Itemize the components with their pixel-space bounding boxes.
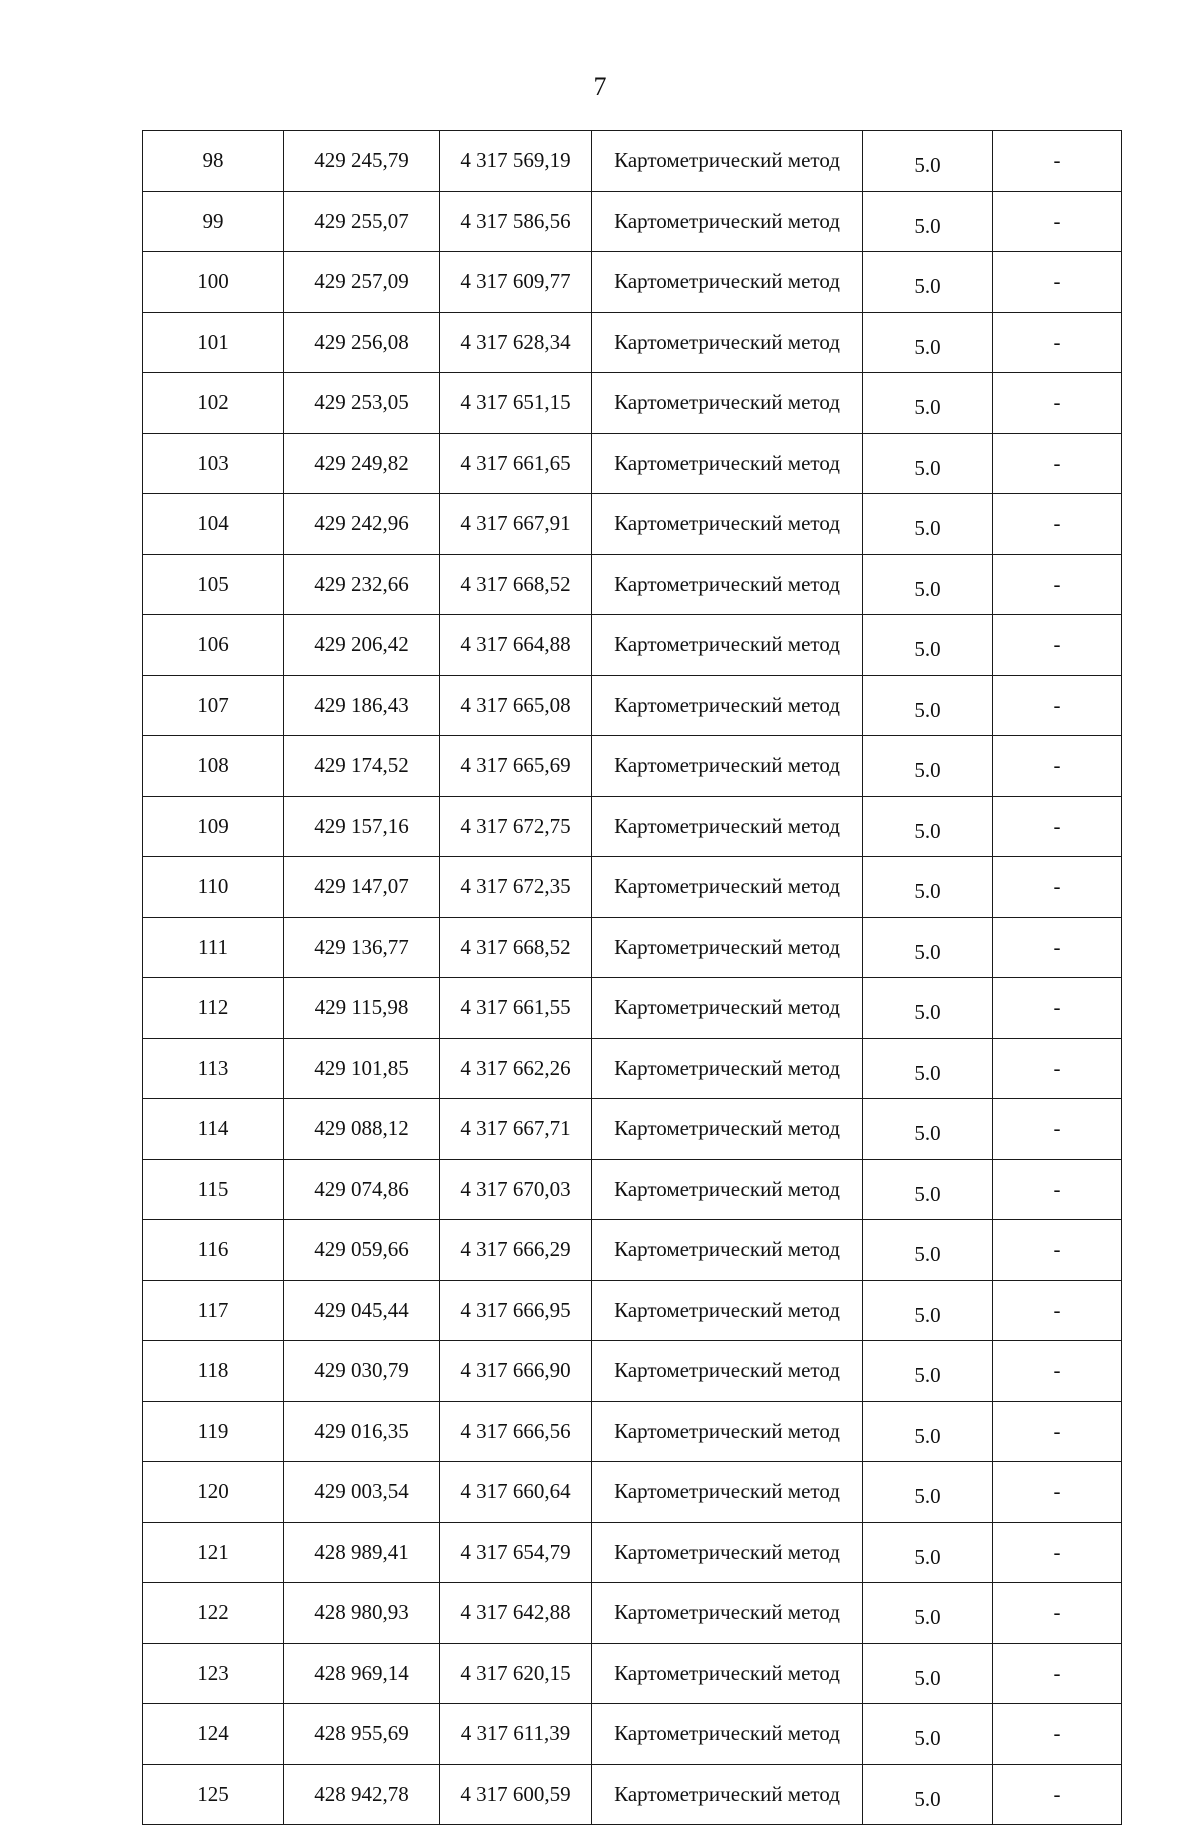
description-cell: - [993, 1159, 1122, 1220]
table-row [143, 857, 1122, 918]
coordinate-y-cell: 4 317 672,35 [440, 857, 592, 918]
accuracy-cell: 5.0 [863, 312, 993, 373]
description-cell: - [993, 373, 1122, 434]
coordinate-y-cell: 4 317 628,34 [440, 312, 592, 373]
coordinate-y-cell: 4 317 668,52 [440, 554, 592, 615]
method-cell: Картометрический метод [592, 131, 863, 192]
description-cell: - [993, 1764, 1122, 1825]
point-number-cell: 107 [143, 675, 284, 736]
coordinate-y-cell: 4 317 651,15 [440, 373, 592, 434]
coordinate-y-cell: 4 317 666,29 [440, 1220, 592, 1281]
method-cell: Картометрический метод [592, 1038, 863, 1099]
method-cell: Картометрический метод [592, 917, 863, 978]
method-cell: Картометрический метод [592, 433, 863, 494]
description-cell: - [993, 857, 1122, 918]
table-row [143, 1159, 1122, 1220]
accuracy-cell: 5.0 [863, 796, 993, 857]
coordinate-x-cell: 429 245,79 [284, 131, 440, 192]
coordinate-y-cell: 4 317 666,90 [440, 1341, 592, 1402]
accuracy-cell: 5.0 [863, 1220, 993, 1281]
method-cell: Картометрический метод [592, 312, 863, 373]
point-number-cell: 120 [143, 1462, 284, 1523]
method-cell: Картометрический метод [592, 1462, 863, 1523]
point-number-cell: 98 [143, 131, 284, 192]
description-cell: - [993, 1522, 1122, 1583]
accuracy-cell: 5.0 [863, 857, 993, 918]
table-row [143, 736, 1122, 797]
coordinates-table [142, 130, 1122, 1825]
description-cell: - [993, 433, 1122, 494]
table-row [143, 1280, 1122, 1341]
coordinate-x-cell: 429 249,82 [284, 433, 440, 494]
coordinate-x-cell: 429 016,35 [284, 1401, 440, 1462]
page-number: 7 [593, 72, 607, 101]
accuracy-cell: 5.0 [863, 1038, 993, 1099]
table-row [143, 675, 1122, 736]
point-number-cell: 124 [143, 1704, 284, 1765]
description-cell: - [993, 1280, 1122, 1341]
method-cell: Картометрический метод [592, 675, 863, 736]
table-row [143, 131, 1122, 192]
coordinate-y-cell: 4 317 665,08 [440, 675, 592, 736]
coordinate-x-cell: 429 101,85 [284, 1038, 440, 1099]
coordinate-y-cell: 4 317 666,56 [440, 1401, 592, 1462]
description-cell: - [993, 1341, 1122, 1402]
coordinate-y-cell: 4 317 665,69 [440, 736, 592, 797]
point-number-cell: 108 [143, 736, 284, 797]
point-number-cell: 104 [143, 494, 284, 555]
accuracy-cell: 5.0 [863, 1462, 993, 1523]
method-cell: Картометрический метод [592, 1401, 863, 1462]
coordinate-x-cell: 429 253,05 [284, 373, 440, 434]
description-cell: - [993, 554, 1122, 615]
method-cell: Картометрический метод [592, 978, 863, 1039]
method-cell: Картометрический метод [592, 1704, 863, 1765]
point-number-cell: 118 [143, 1341, 284, 1402]
description-cell: - [993, 736, 1122, 797]
accuracy-cell: 5.0 [863, 191, 993, 252]
coordinate-x-cell: 429 003,54 [284, 1462, 440, 1523]
coordinate-x-cell: 429 088,12 [284, 1099, 440, 1160]
table-row [143, 1462, 1122, 1523]
method-cell: Картометрический метод [592, 796, 863, 857]
point-number-cell: 121 [143, 1522, 284, 1583]
description-cell: - [993, 191, 1122, 252]
point-number-cell: 115 [143, 1159, 284, 1220]
description-cell: - [993, 252, 1122, 313]
accuracy-cell: 5.0 [863, 1704, 993, 1765]
description-cell: - [993, 1583, 1122, 1644]
point-number-cell: 116 [143, 1220, 284, 1281]
accuracy-cell: 5.0 [863, 917, 993, 978]
accuracy-cell: 5.0 [863, 615, 993, 676]
description-cell: - [993, 1462, 1122, 1523]
method-cell: Картометрический метод [592, 736, 863, 797]
accuracy-cell: 5.0 [863, 1341, 993, 1402]
table-row [143, 252, 1122, 313]
method-cell: Картометрический метод [592, 191, 863, 252]
table-row [143, 615, 1122, 676]
coordinate-y-cell: 4 317 654,79 [440, 1522, 592, 1583]
coordinate-x-cell: 429 074,86 [284, 1159, 440, 1220]
accuracy-cell: 5.0 [863, 1159, 993, 1220]
point-number-cell: 119 [143, 1401, 284, 1462]
coordinate-y-cell: 4 317 569,19 [440, 131, 592, 192]
point-number-cell: 101 [143, 312, 284, 373]
point-number-cell: 123 [143, 1643, 284, 1704]
accuracy-cell: 5.0 [863, 373, 993, 434]
accuracy-cell: 5.0 [863, 252, 993, 313]
table-row [143, 373, 1122, 434]
coordinate-y-cell: 4 317 666,95 [440, 1280, 592, 1341]
accuracy-cell: 5.0 [863, 1522, 993, 1583]
point-number-cell: 103 [143, 433, 284, 494]
coordinate-x-cell: 429 115,98 [284, 978, 440, 1039]
coordinate-y-cell: 4 317 660,64 [440, 1462, 592, 1523]
description-cell: - [993, 312, 1122, 373]
description-cell: - [993, 978, 1122, 1039]
coordinate-x-cell: 428 980,93 [284, 1583, 440, 1644]
point-number-cell: 122 [143, 1583, 284, 1644]
table-row [143, 1099, 1122, 1160]
accuracy-cell: 5.0 [863, 554, 993, 615]
table-row [143, 1522, 1122, 1583]
point-number-cell: 102 [143, 373, 284, 434]
method-cell: Картометрический метод [592, 1643, 863, 1704]
point-number-cell: 105 [143, 554, 284, 615]
point-number-cell: 106 [143, 615, 284, 676]
description-cell: - [993, 1401, 1122, 1462]
table-row [143, 191, 1122, 252]
coordinate-y-cell: 4 317 664,88 [440, 615, 592, 676]
method-cell: Картометрический метод [592, 494, 863, 555]
description-cell: - [993, 917, 1122, 978]
point-number-cell: 111 [143, 917, 284, 978]
table-row [143, 1341, 1122, 1402]
table-row [143, 554, 1122, 615]
coordinate-x-cell: 429 256,08 [284, 312, 440, 373]
table-row [143, 1643, 1122, 1704]
accuracy-cell: 5.0 [863, 433, 993, 494]
description-cell: - [993, 1704, 1122, 1765]
method-cell: Картометрический метод [592, 1341, 863, 1402]
table-row [143, 1764, 1122, 1825]
coordinate-x-cell: 429 174,52 [284, 736, 440, 797]
table-row [143, 1038, 1122, 1099]
method-cell: Картометрический метод [592, 1099, 863, 1160]
accuracy-cell: 5.0 [863, 1643, 993, 1704]
point-number-cell: 112 [143, 978, 284, 1039]
coordinate-x-cell: 429 136,77 [284, 917, 440, 978]
point-number-cell: 99 [143, 191, 284, 252]
coordinate-y-cell: 4 317 662,26 [440, 1038, 592, 1099]
accuracy-cell: 5.0 [863, 1764, 993, 1825]
coordinate-x-cell: 428 989,41 [284, 1522, 440, 1583]
coordinate-x-cell: 428 942,78 [284, 1764, 440, 1825]
coordinate-x-cell: 429 186,43 [284, 675, 440, 736]
accuracy-cell: 5.0 [863, 1401, 993, 1462]
coordinate-y-cell: 4 317 609,77 [440, 252, 592, 313]
method-cell: Картометрический метод [592, 1583, 863, 1644]
description-cell: - [993, 1643, 1122, 1704]
description-cell: - [993, 1099, 1122, 1160]
point-number-cell: 113 [143, 1038, 284, 1099]
accuracy-cell: 5.0 [863, 494, 993, 555]
table-row [143, 433, 1122, 494]
method-cell: Картометрический метод [592, 1522, 863, 1583]
coordinate-x-cell: 429 255,07 [284, 191, 440, 252]
table-row [143, 1220, 1122, 1281]
accuracy-cell: 5.0 [863, 736, 993, 797]
point-number-cell: 114 [143, 1099, 284, 1160]
coordinates-table-body [143, 131, 1122, 1825]
table-row [143, 494, 1122, 555]
coordinate-y-cell: 4 317 611,39 [440, 1704, 592, 1765]
table-row [143, 312, 1122, 373]
method-cell: Картометрический метод [592, 1280, 863, 1341]
method-cell: Картометрический метод [592, 615, 863, 676]
description-cell: - [993, 494, 1122, 555]
table-row [143, 978, 1122, 1039]
coordinate-x-cell: 429 147,07 [284, 857, 440, 918]
accuracy-cell: 5.0 [863, 1583, 993, 1644]
accuracy-cell: 5.0 [863, 1099, 993, 1160]
description-cell: - [993, 796, 1122, 857]
coordinate-y-cell: 4 317 620,15 [440, 1643, 592, 1704]
description-cell: - [993, 1038, 1122, 1099]
point-number-cell: 110 [143, 857, 284, 918]
table-row [143, 1401, 1122, 1462]
point-number-cell: 125 [143, 1764, 284, 1825]
table-row [143, 796, 1122, 857]
method-cell: Картометрический метод [592, 1764, 863, 1825]
accuracy-cell: 5.0 [863, 1280, 993, 1341]
table-row [143, 917, 1122, 978]
coordinate-y-cell: 4 317 667,91 [440, 494, 592, 555]
coordinate-y-cell: 4 317 600,59 [440, 1764, 592, 1825]
coordinate-y-cell: 4 317 667,71 [440, 1099, 592, 1160]
point-number-cell: 100 [143, 252, 284, 313]
coordinate-x-cell: 429 157,16 [284, 796, 440, 857]
method-cell: Картометрический метод [592, 554, 863, 615]
coordinate-y-cell: 4 317 586,56 [440, 191, 592, 252]
method-cell: Картометрический метод [592, 1159, 863, 1220]
method-cell: Картометрический метод [592, 373, 863, 434]
coordinate-x-cell: 429 242,96 [284, 494, 440, 555]
coordinate-y-cell: 4 317 672,75 [440, 796, 592, 857]
accuracy-cell: 5.0 [863, 675, 993, 736]
coordinate-y-cell: 4 317 661,65 [440, 433, 592, 494]
coordinate-y-cell: 4 317 642,88 [440, 1583, 592, 1644]
description-cell: - [993, 615, 1122, 676]
coordinate-y-cell: 4 317 661,55 [440, 978, 592, 1039]
accuracy-cell: 5.0 [863, 131, 993, 192]
coordinate-x-cell: 429 030,79 [284, 1341, 440, 1402]
method-cell: Картометрический метод [592, 1220, 863, 1281]
description-cell: - [993, 131, 1122, 192]
point-number-cell: 117 [143, 1280, 284, 1341]
coordinate-x-cell: 429 257,09 [284, 252, 440, 313]
method-cell: Картометрический метод [592, 252, 863, 313]
coordinate-x-cell: 428 955,69 [284, 1704, 440, 1765]
coordinate-x-cell: 429 232,66 [284, 554, 440, 615]
coordinate-x-cell: 429 059,66 [284, 1220, 440, 1281]
coordinate-y-cell: 4 317 668,52 [440, 917, 592, 978]
point-number-cell: 109 [143, 796, 284, 857]
table-row [143, 1704, 1122, 1765]
coordinate-y-cell: 4 317 670,03 [440, 1159, 592, 1220]
description-cell: - [993, 1220, 1122, 1281]
coordinate-x-cell: 429 206,42 [284, 615, 440, 676]
coordinate-x-cell: 429 045,44 [284, 1280, 440, 1341]
coordinate-x-cell: 428 969,14 [284, 1643, 440, 1704]
table-row [143, 1583, 1122, 1644]
description-cell: - [993, 675, 1122, 736]
accuracy-cell: 5.0 [863, 978, 993, 1039]
method-cell: Картометрический метод [592, 857, 863, 918]
